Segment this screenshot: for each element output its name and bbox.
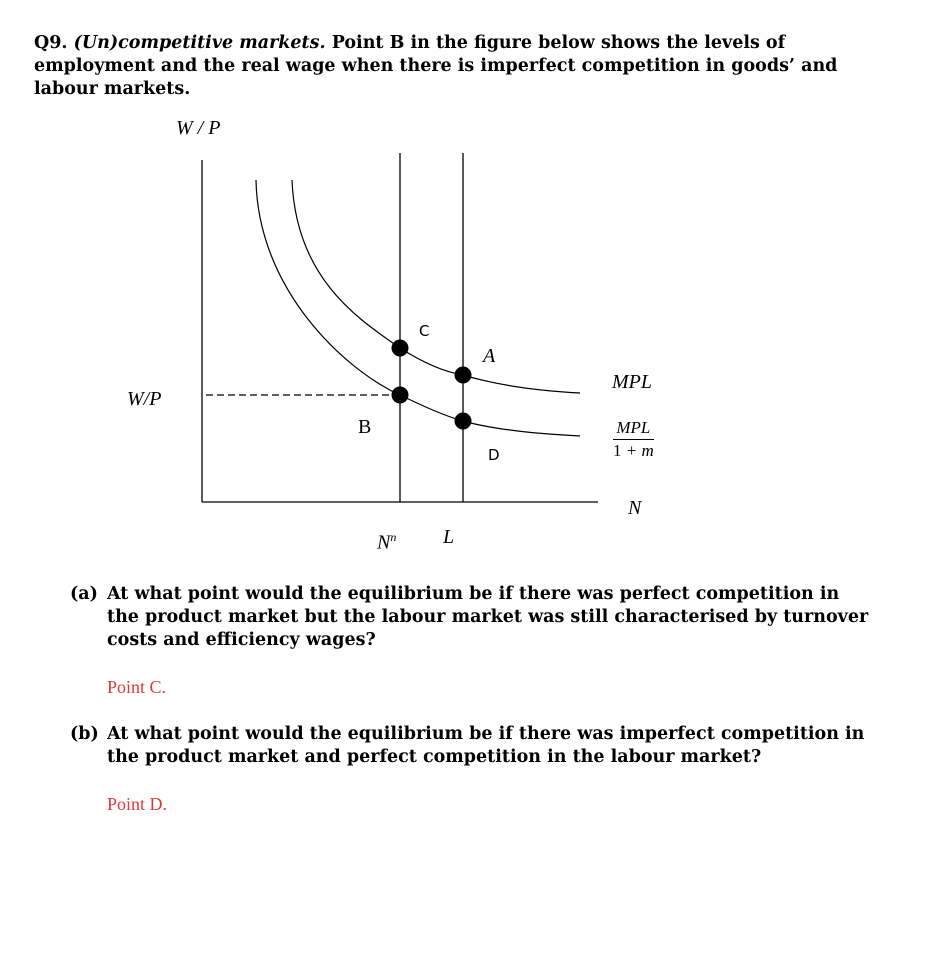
wage-level-label: W/P xyxy=(127,388,162,410)
mpl-markup-curve-label xyxy=(613,418,654,461)
y-axis-label: W / P xyxy=(176,117,221,139)
fraction-numerator: MPL xyxy=(613,418,654,440)
part-b-answer: Point D. xyxy=(107,794,168,814)
point-b-dot xyxy=(392,387,409,404)
point-a-dot xyxy=(455,367,472,384)
part-a-tag: (a) xyxy=(70,584,98,604)
point-d-dot xyxy=(455,413,472,430)
point-b-label: B xyxy=(358,416,372,438)
point-c-label: C xyxy=(419,322,430,340)
part-b-question xyxy=(70,723,870,769)
part-a-text: At what point would the equilibrium be if there was perfect competition in the product market but the labour market was still characterised by turnover costs and efficiency wages? xyxy=(107,584,869,650)
mpl-curve xyxy=(292,180,580,393)
point-c-dot xyxy=(392,340,409,357)
labour-force-label: L xyxy=(443,526,455,548)
point-d-label: D xyxy=(488,446,500,464)
point-a-label: A xyxy=(483,345,496,367)
fraction-denominator: 1 + m xyxy=(613,441,654,460)
part-a-answer: Point C. xyxy=(107,677,167,697)
mpl-curve-label: MPL xyxy=(612,371,652,393)
question-topic: (Un)competitive markets. xyxy=(73,33,326,53)
question-number: Q9. xyxy=(34,33,68,53)
mpl-markup-curve xyxy=(256,180,580,436)
question-text: Point B in the figure below shows the levels of employment and the real wage when there is imperfect competition in goods’ and labour markets. xyxy=(34,33,838,99)
part-a-question xyxy=(70,583,870,652)
part-b-tag: (b) xyxy=(70,724,99,744)
x-axis-label: N xyxy=(628,497,642,519)
part-b-text: At what point would the equilibrium be if there was imperfect competition in the product market and perfect competition in the labour market? xyxy=(107,724,865,767)
natural-employment-label: $N^n$ xyxy=(377,530,397,554)
